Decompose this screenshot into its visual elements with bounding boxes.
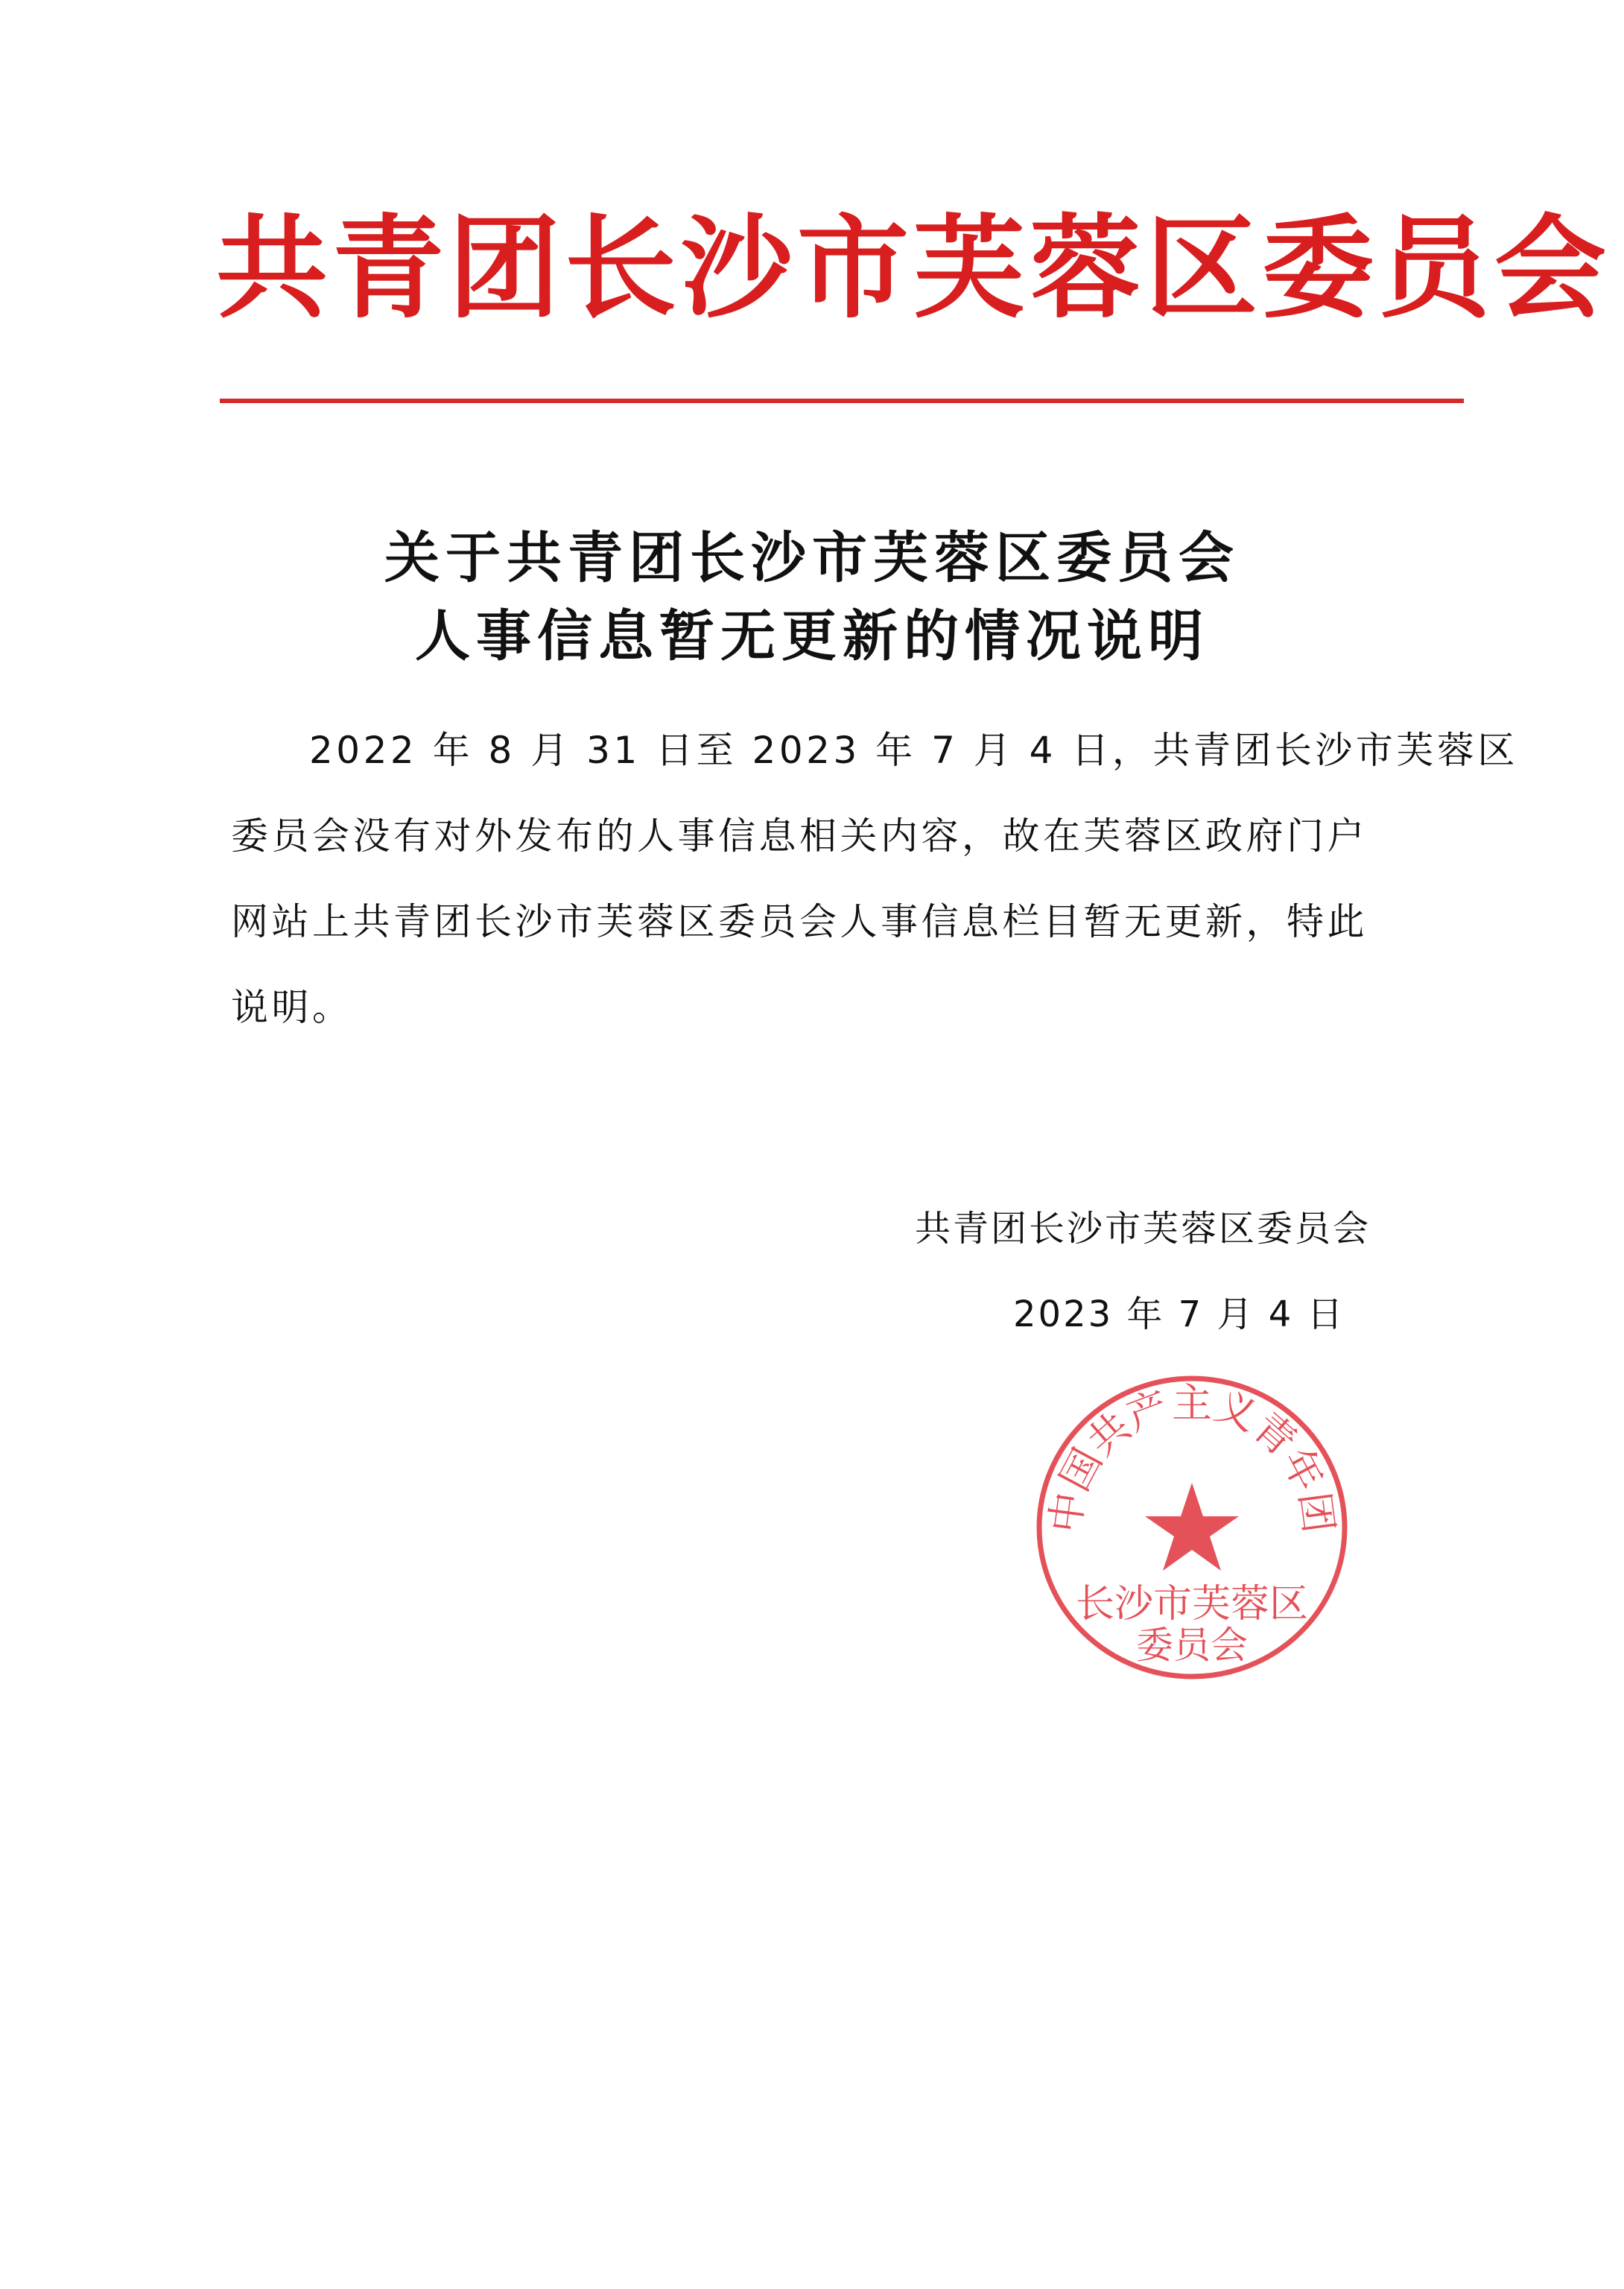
seal-inner-text-2: 委员会 <box>1136 1624 1248 1667</box>
signature-organization: 共青团长沙市芙蓉区委员会 <box>915 1208 1371 1250</box>
body-line: 说明。 <box>231 986 353 1029</box>
star-icon <box>1145 1483 1239 1571</box>
letterhead-title: 共青团长沙市芙蓉区委员会 <box>216 203 1611 334</box>
document-body <box>231 708 1518 1051</box>
document-title-line-2: 人事信息暂无更新的情况说明 <box>415 604 1209 668</box>
body-line: 委员会没有对外发布的人事信息相关内容，故在芙蓉区政府门户 <box>231 814 1368 858</box>
seal-inner-text-1: 长沙市芙蓉区 <box>1075 1582 1309 1627</box>
letterhead-divider <box>220 399 1464 403</box>
document-title-line-1: 关于共青团长沙市芙蓉区委员会 <box>384 526 1240 590</box>
signature-date: 2023 年 7 月 4 日 <box>1013 1294 1345 1335</box>
body-line: 网站上共青团长沙市芙蓉区委员会人事信息栏目暂无更新，特此 <box>231 900 1368 943</box>
body-line: 2022 年 8 月 31 日至 2023 年 7 月 4 日，共青团长沙市芙蓉区 <box>309 729 1518 772</box>
official-seal <box>1032 1371 1352 1684</box>
seal-outer-text: 中国共产主义青年团 <box>1041 1379 1342 1536</box>
